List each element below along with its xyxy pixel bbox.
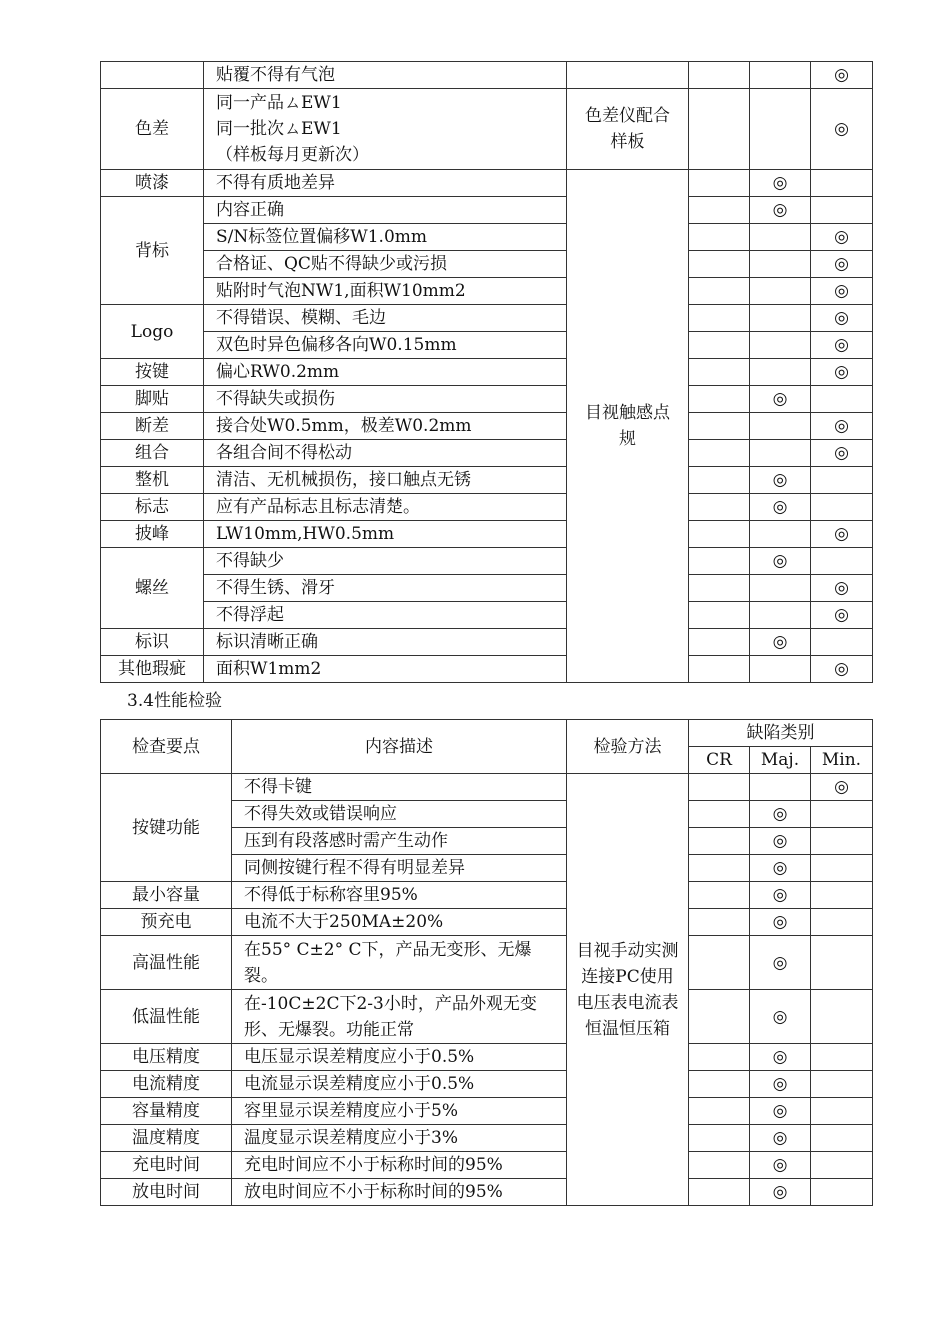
table-row [101,170,873,197]
check-point: 按键 [101,359,204,386]
min-mark [811,1125,873,1152]
content-description: 偏心RW0.2mm [204,359,567,386]
table-row [101,332,873,359]
content-description: 不得生锈、滑牙 [204,575,567,602]
content-description [204,89,567,170]
cr-mark [689,197,750,224]
cr-mark [689,467,750,494]
check-point: 放电时间 [101,1179,232,1206]
table-row [101,251,873,278]
check-point: 整机 [101,467,204,494]
maj-mark: ◎ [750,1071,811,1098]
header-check-point: 检查要点 [101,720,232,774]
content-description: 接合处W0.5mm，极差W0.2mm [204,413,567,440]
content-description: 电压显示误差精度应小于0.5% [232,1044,567,1071]
min-mark [811,629,873,656]
maj-mark [750,521,811,548]
table-row [101,197,873,224]
check-point: 组合 [101,440,204,467]
cr-mark [689,521,750,548]
cr-mark [689,936,750,990]
check-point: 色差 [101,89,204,170]
min-mark: ◎ [811,521,873,548]
content-description: 标识清晰正确 [204,629,567,656]
inspection-method [567,62,689,89]
maj-mark: ◎ [750,1044,811,1071]
table-row [101,386,873,413]
cr-mark [689,602,750,629]
check-point: 预充电 [101,909,232,936]
maj-mark: ◎ [750,494,811,521]
check-point: 披峰 [101,521,204,548]
cr-mark [689,1125,750,1152]
content-description: 电流显示误差精度应小于0.5% [232,1071,567,1098]
cr-mark [689,332,750,359]
check-point: Logo [101,305,204,359]
cr-mark [689,909,750,936]
min-mark [811,1071,873,1098]
header-min: Min. [811,747,873,774]
cr-mark [689,1098,750,1125]
table-row [101,1098,873,1125]
content-description: 电流不大于250MA±20% [232,909,567,936]
content-description: 不得浮起 [204,602,567,629]
check-point: 电流精度 [101,1071,232,1098]
content-description: 面积W1mm2 [204,656,567,683]
content-description: 不得缺失或损伤 [204,386,567,413]
table-row [101,89,873,170]
min-mark [811,855,873,882]
header-defect-category: 缺陷类别 [689,720,873,747]
maj-mark: ◎ [750,855,811,882]
maj-mark: ◎ [750,1098,811,1125]
min-mark [811,548,873,575]
table-row [101,629,873,656]
maj-mark [750,774,811,801]
min-mark [811,801,873,828]
cr-mark [689,882,750,909]
maj-mark [750,575,811,602]
table-row [101,575,873,602]
maj-mark: ◎ [750,882,811,909]
content-description: 不得低于标称容里95% [232,882,567,909]
header-maj: Maj. [750,747,811,774]
min-mark: ◎ [811,656,873,683]
description-line: 同一产品ㄙEW1 [216,93,342,113]
maj-mark: ◎ [750,909,811,936]
maj-mark [750,89,811,170]
table-row [101,548,873,575]
check-point: 最小容量 [101,882,232,909]
content-description: 压到有段落感时需产生动作 [232,828,567,855]
header-content-description: 内容描述 [232,720,567,774]
cr-mark [689,494,750,521]
maj-mark: ◎ [750,801,811,828]
table-row [101,224,873,251]
maj-mark [750,278,811,305]
maj-mark: ◎ [750,548,811,575]
table-row [101,1152,873,1179]
cr-mark [689,305,750,332]
content-description: 充电时间应不小于标称时间的95% [232,1152,567,1179]
min-mark [811,1098,873,1125]
content-description: 放电时间应不小于标称时间的95% [232,1179,567,1206]
min-mark: ◎ [811,305,873,332]
content-description: 同侧按键行程不得有明显差异 [232,855,567,882]
content-description: 容里显示误差精度应小于5% [232,1098,567,1125]
check-point: 背标 [101,197,204,305]
table-row [101,305,873,332]
check-point: 低温性能 [101,990,232,1044]
cr-mark [689,386,750,413]
maj-mark: ◎ [750,197,811,224]
maj-mark: ◎ [750,1152,811,1179]
min-mark [811,1152,873,1179]
min-mark [811,1179,873,1206]
content-description: S/N标签位置偏移W1.0mm [204,224,567,251]
cr-mark [689,89,750,170]
min-mark: ◎ [811,89,873,170]
cr-mark [689,170,750,197]
table-row [101,1044,873,1071]
min-mark: ◎ [811,774,873,801]
maj-mark [750,251,811,278]
check-point: 喷漆 [101,170,204,197]
inspection-method: 目视手动实测连接PC使用电压表电流表恒温恒压箱 [567,774,689,1206]
check-point: 螺丝 [101,548,204,629]
maj-mark: ◎ [750,1179,811,1206]
inspection-method: 色差仪配合样板 [567,89,689,170]
check-point: 标识 [101,629,204,656]
maj-mark: ◎ [750,629,811,656]
cr-mark [689,440,750,467]
content-description: 温度显示误差精度应小于3% [232,1125,567,1152]
table-row [101,909,873,936]
min-mark: ◎ [811,413,873,440]
maj-mark [750,359,811,386]
min-mark: ◎ [811,602,873,629]
cr-mark [689,1071,750,1098]
check-point: 按键功能 [101,774,232,882]
min-mark: ◎ [811,332,873,359]
table-row [101,990,873,1044]
cr-mark [689,1152,750,1179]
content-description: 应有产品标志且标志清楚。 [204,494,567,521]
min-mark [811,467,873,494]
cr-mark [689,801,750,828]
check-point: 其他瑕疵 [101,656,204,683]
maj-mark [750,656,811,683]
cr-mark [689,990,750,1044]
cr-mark [689,224,750,251]
maj-mark: ◎ [750,936,811,990]
cr-mark [689,1179,750,1206]
table-row [101,62,873,89]
check-point: 充电时间 [101,1152,232,1179]
header-inspection-method: 检验方法 [567,720,689,774]
appearance-inspection-table [100,61,873,683]
min-mark: ◎ [811,251,873,278]
check-point: 容量精度 [101,1098,232,1125]
table-row [101,1179,873,1206]
min-mark [811,1044,873,1071]
inspection-method: 目视触感点规 [567,170,689,683]
header-cr: CR [689,747,750,774]
content-description: 在55° C±2° C下，产品无变形、无爆裂。 [232,936,567,990]
cr-mark [689,548,750,575]
cr-mark [689,413,750,440]
check-point: 断差 [101,413,204,440]
table-row [101,359,873,386]
cr-mark [689,855,750,882]
cr-mark [689,774,750,801]
table-row [101,602,873,629]
min-mark: ◎ [811,62,873,89]
table-row [101,278,873,305]
maj-mark [750,602,811,629]
min-mark [811,909,873,936]
maj-mark [750,413,811,440]
maj-mark [750,305,811,332]
cr-mark [689,278,750,305]
maj-mark [750,224,811,251]
min-mark: ◎ [811,440,873,467]
maj-mark [750,332,811,359]
table-row [101,467,873,494]
min-mark [811,990,873,1044]
table-row [101,494,873,521]
maj-mark [750,440,811,467]
table-row [101,1071,873,1098]
description-line: 同一批次ㄙEW1 [216,119,342,139]
content-description: 合格证、QC贴不得缺少或污损 [204,251,567,278]
min-mark [811,170,873,197]
content-description: 不得卡键 [232,774,567,801]
min-mark [811,828,873,855]
table-row [101,521,873,548]
maj-mark: ◎ [750,828,811,855]
maj-mark: ◎ [750,386,811,413]
description-line: （样板每月更新次） [216,145,369,165]
min-mark [811,197,873,224]
cr-mark [689,629,750,656]
section-title: 3.4性能检验 [127,691,223,711]
content-description: 贴附时气泡NW1,面积W10mm2 [204,278,567,305]
content-description: 各组合间不得松动 [204,440,567,467]
content-description: 不得有质地差异 [204,170,567,197]
cr-mark [689,1044,750,1071]
check-point: 标志 [101,494,204,521]
table-row [101,1125,873,1152]
check-point [101,62,204,89]
cr-mark [689,251,750,278]
performance-inspection-table [100,719,873,1206]
content-description: 双色时异色偏移各向W0.15mm [204,332,567,359]
table-row [101,882,873,909]
min-mark: ◎ [811,224,873,251]
cr-mark [689,828,750,855]
content-description: 在-10C±2C下2-3小时，产品外观无变形、无爆裂。功能正常 [232,990,567,1044]
table-row [101,413,873,440]
min-mark [811,494,873,521]
maj-mark: ◎ [750,1125,811,1152]
content-description: LW10mm,HW0.5mm [204,521,567,548]
check-point: 温度精度 [101,1125,232,1152]
table-row [101,656,873,683]
maj-mark: ◎ [750,990,811,1044]
min-mark: ◎ [811,359,873,386]
table-row [101,440,873,467]
content-description: 不得错误、模糊、毛边 [204,305,567,332]
content-description: 不得缺少 [204,548,567,575]
check-point: 电压精度 [101,1044,232,1071]
min-mark: ◎ [811,278,873,305]
maj-mark: ◎ [750,170,811,197]
maj-mark: ◎ [750,467,811,494]
content-description: 贴覆不得有气泡 [204,62,567,89]
table-header-row [101,720,873,747]
cr-mark [689,359,750,386]
min-mark [811,936,873,990]
min-mark [811,386,873,413]
cr-mark [689,62,750,89]
content-description: 清洁、无机械损伤，接口触点无锈 [204,467,567,494]
table-row [101,774,873,801]
check-point: 高温性能 [101,936,232,990]
content-description: 内容正确 [204,197,567,224]
min-mark: ◎ [811,575,873,602]
min-mark [811,882,873,909]
maj-mark [750,62,811,89]
cr-mark [689,575,750,602]
content-description: 不得失效或错误响应 [232,801,567,828]
table-row [101,936,873,990]
check-point: 脚贴 [101,386,204,413]
cr-mark [689,656,750,683]
